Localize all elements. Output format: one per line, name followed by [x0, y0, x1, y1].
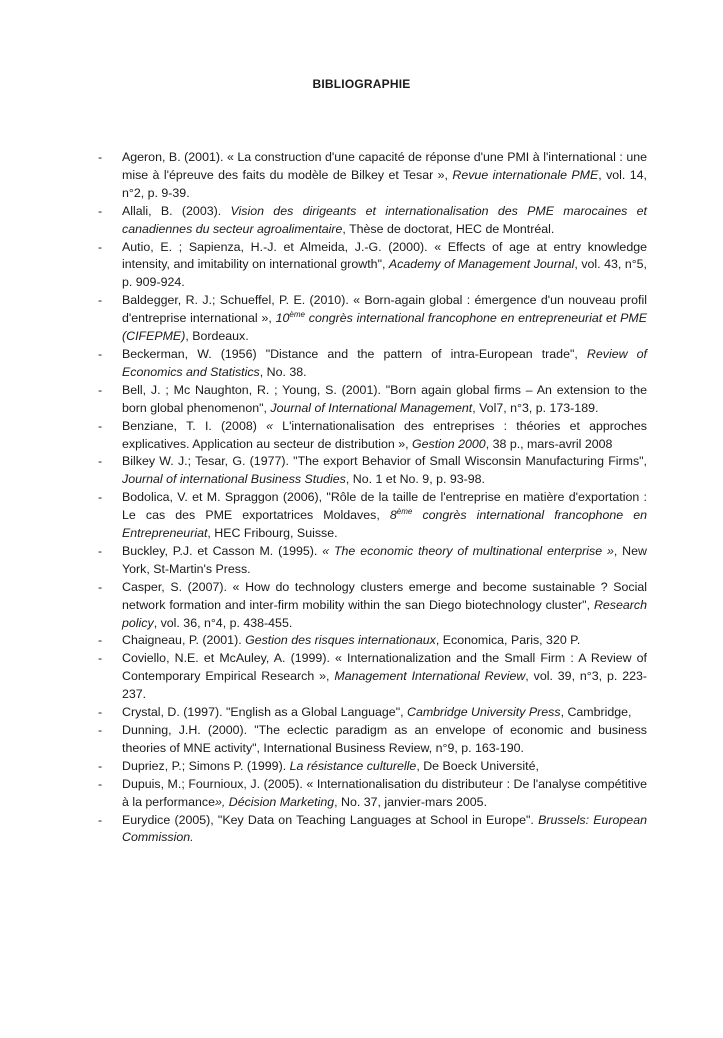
entry-italic-text: 10 — [275, 311, 290, 326]
entry-italic-text: », Décision Marketing — [214, 794, 335, 809]
entry-text: , No. 38. — [259, 364, 307, 379]
list-bullet: - — [98, 203, 103, 218]
bibliography-entry — [98, 650, 647, 704]
entry-italic-text: 8 — [389, 508, 397, 523]
entry-text: , Thèse de doctorat, HEC de Montréal. — [342, 221, 555, 236]
bibliography-entry — [98, 453, 647, 489]
entry-text: Baldegger, R. J.; Schueffel, P. E. (2010). « Born-again global : émergence d'un nouveau profil d'entreprise international », — [122, 293, 647, 326]
entry-text: Buckley, P.J. et Casson M. (1995). — [122, 543, 323, 558]
entry-text: Crystal, D. (1997). "English as a Global Language", — [122, 705, 407, 720]
bibliography-entry — [98, 722, 647, 758]
bibliography-entry — [98, 489, 647, 543]
entry-text: Eurydice (2005), "Key Data on Teaching Languages at School in Europe". — [122, 812, 539, 827]
bibliography-entry — [98, 239, 647, 293]
entry-text: , Economica, Paris, 320 P. — [435, 633, 581, 648]
entry-italic-text: Review of Economics and Statistics — [122, 346, 647, 379]
entry-text: Autio, E. ; Sapienza, H.-J. et Almeida, J.-G. (2000). « Effects of age at entry knowledge intensity, and imitability on international growth", — [122, 239, 647, 272]
entry-text: , Bordeaux. — [185, 329, 249, 344]
entry-italic-text: La résistance culturelle — [289, 758, 417, 773]
entry-italic-text: Vision des dirigeants et internationalisation des PME marocaines et canadiennes du secteur agroalimentaire — [122, 203, 647, 236]
bibliography-entry — [98, 632, 647, 650]
bibliography-entry — [98, 346, 647, 382]
entry-italic-text: ème — [289, 310, 305, 320]
entry-text: Benziane, T. I. (2008) — [122, 418, 267, 433]
entry-text: Allali, B. (2003). — [122, 203, 231, 218]
entry-text: Coviello, N.E. et McAuley, A. (1999). « Internationalization and the Small Firm : A Review of Contemporary Empirical Research », — [122, 651, 647, 684]
list-bullet: - — [98, 382, 103, 397]
entry-italic-text: Cambridge University Press — [407, 705, 561, 720]
entry-text: , De Boeck Université, — [416, 758, 539, 773]
bibliography-entry — [98, 543, 647, 579]
list-bullet: - — [98, 776, 103, 791]
entry-italic-text: ème — [396, 507, 413, 516]
entry-italic-text: Gestion 2000 — [411, 436, 486, 451]
entry-text: L'internationalisation des entreprises : théories et approches explicatives. Application au secteur de distribution », — [122, 418, 647, 451]
entry-italic-text: congrès international francophone en entrepreneuriat et PME (CIFEPME) — [122, 311, 647, 344]
entry-text: Bell, J. ; Mc Naughton, R. ; Young, S. (2001). "Born again global firms – An extension to the born global phenomenon", — [122, 382, 647, 415]
entry-text: Ageron, B. (2001). « La construction d'une capacité de réponse d'une PMI à l'international : une mise à l'épreuve des faits du modèle de Bilkey et Tesar », — [122, 150, 647, 182]
entry-text: Dupuis, M.; Fournioux, J. (2005). « Internationalisation du distributeur : De l'analyse compétitive à la performance — [122, 776, 647, 809]
entry-text: , 38 p., mars-avril 2008 — [485, 436, 613, 451]
list-bullet: - — [98, 579, 103, 594]
bibliography-entry — [98, 704, 647, 722]
entry-italic-text: Academy of Management Journal — [388, 257, 575, 272]
entry-text: , New York, St-Martin's Press. — [122, 543, 647, 576]
bibliography-entry — [98, 149, 647, 203]
entry-italic-text: « The economic theory of multinational enterprise » — [322, 543, 614, 558]
entry-text: Chaigneau, P. (2001). — [122, 633, 246, 648]
entry-text: , vol. 14, n°2, p. 9-39. — [122, 167, 647, 200]
bibliography-entry — [98, 579, 647, 633]
list-bullet: - — [98, 812, 103, 827]
list-bullet: - — [98, 490, 103, 505]
entry-text: Bodolica, V. et M. Spraggon (2006), "Rôle de la taille de l'entreprise en matière d'exportation : Le cas des PME exportatrices Moldaves, — [122, 490, 647, 523]
entry-italic-text: Gestion des risques internationaux — [245, 633, 436, 648]
bibliography-entry — [98, 758, 647, 776]
list-bullet: - — [98, 293, 103, 308]
entry-text: , Cambridge, — [560, 705, 632, 720]
bibliography-entry — [98, 776, 647, 812]
bibliography-entry — [98, 812, 647, 848]
bibliography-entry — [98, 418, 647, 454]
entry-italic-text: Management International Review — [334, 669, 526, 684]
bibliography-list — [98, 149, 647, 847]
list-bullet: - — [98, 705, 103, 720]
entry-text: Casper, S. (2007). « How do technology clusters emerge and become sustainable ? Social network formation and inter-firm mobility within the san Diego biotechnology cluster", — [122, 579, 647, 612]
list-bullet: - — [98, 758, 103, 773]
list-bullet: - — [98, 543, 103, 558]
entry-text: , Vol7, n°3, p. 173-189. — [472, 400, 599, 415]
entry-text: , No. 37, janvier-mars 2005. — [334, 794, 488, 809]
bibliography-entry — [98, 292, 647, 346]
list-bullet: - — [98, 723, 103, 737]
list-bullet: - — [98, 150, 103, 164]
bibliography-entry — [98, 382, 647, 418]
list-bullet: - — [98, 346, 103, 361]
entry-text: Dupriez, P.; Simons P. (1999). — [122, 758, 290, 773]
entry-italic-text: congrès international francophone en Entrepreneuriat — [122, 508, 647, 541]
list-bullet: - — [98, 633, 103, 648]
entry-text: Bilkey W. J.; Tesar, G. (1977). "The export Behavior of Small Wisconsin Manufacturing Firms", — [122, 454, 647, 469]
entry-italic-text: Research policy — [122, 597, 647, 630]
entry-text: , vol. 36, n°4, p. 438-455. — [153, 615, 293, 630]
entry-italic-text: Brussels: European Commission. — [122, 812, 647, 845]
page-title: BIBLIOGRAPHIE — [312, 77, 411, 91]
list-bullet: - — [98, 418, 103, 433]
entry-text: Beckerman, W. (1956) "Distance and the pattern of intra-European trade", — [122, 346, 587, 361]
list-bullet: - — [98, 239, 103, 254]
entry-text: , No. 1 et No. 9, p. 93-98. — [345, 472, 485, 487]
list-bullet: - — [98, 651, 103, 666]
entry-italic-text: Journal of international Business Studies — [122, 472, 346, 487]
bibliography-entry — [98, 203, 647, 239]
entry-italic-text: Journal of International Management — [270, 400, 473, 415]
entry-italic-text: « — [266, 418, 283, 433]
entry-text: , vol. 39, n°3, p. 223-237. — [122, 669, 647, 702]
entry-text: , HEC Fribourg, Suisse. — [207, 526, 338, 541]
list-bullet: - — [98, 454, 103, 469]
entry-text: Dunning, J.H. (2000). "The eclectic paradigm as an envelope of economic and business theories of MNE activity", International Business Review, n°9, p. 163-190. — [122, 723, 647, 755]
entry-text: , vol. 43, n°5, p. 909-924. — [122, 257, 647, 290]
entry-italic-text: Revue internationale PME — [452, 167, 599, 182]
